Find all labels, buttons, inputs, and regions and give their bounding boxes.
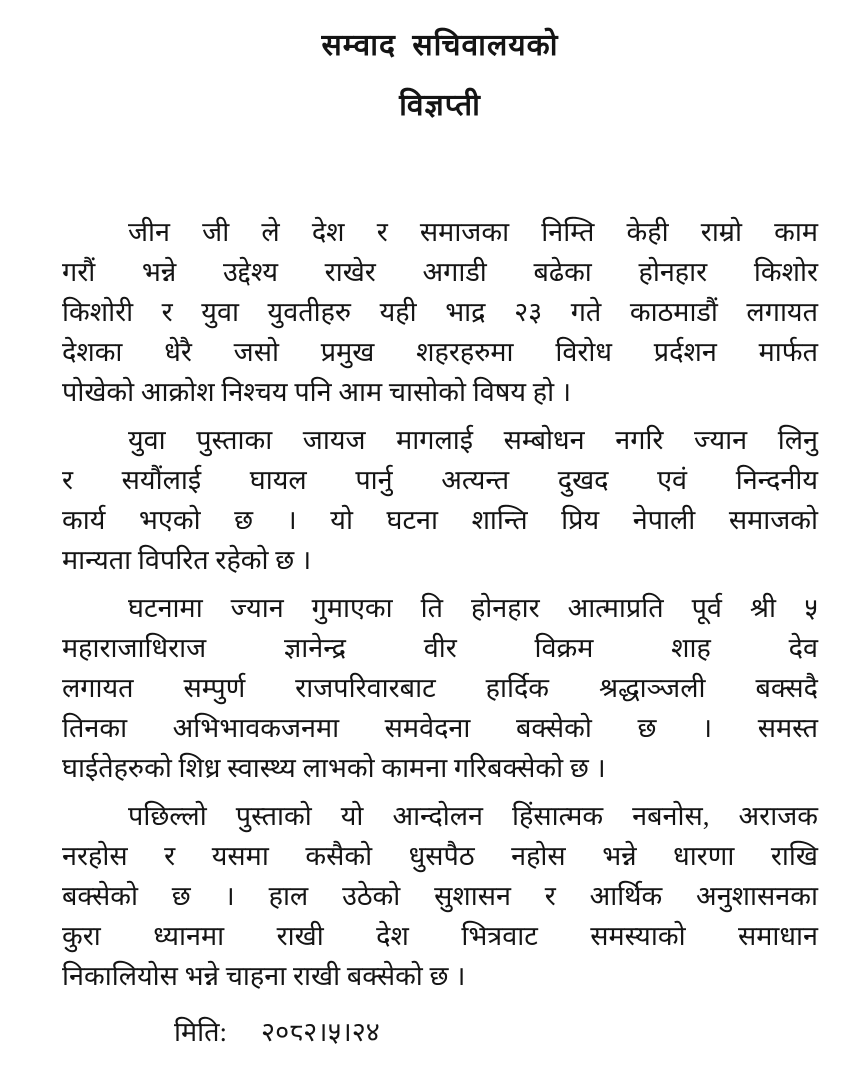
paragraph-3 [62, 588, 818, 788]
text-line: निकालियोस भन्ने चाहना राखी बक्सेको छ । [62, 961, 466, 991]
text-line: र सयौंलाई घायल पार्नु अत्यन्त दुखद एवं निन्दनीय [62, 465, 818, 495]
text-line: कार्य भएको छ । यो घटना शान्ति प्रिय नेपाली समाजको [62, 505, 818, 535]
text-line: कुरा ध्यानमा राखी देश भित्रवाट समस्याको समाधान [62, 921, 818, 951]
text-line: किशोरी र युवा युवतीहरु यही भाद्र २३ गते काठमाडौं लगायत [62, 297, 818, 327]
document-subtitle: विज्ञप्ती [399, 89, 481, 122]
paragraph-2 [62, 420, 818, 580]
text-line: घाईतेहरुको शिध्र स्वास्थ्य लाभको कामना गरिबक्सेको छ । [62, 753, 606, 783]
text-line: पोखेको आक्रोश निश्चय पनि आम चासोको विषय हो । [62, 377, 572, 407]
paragraph-1 [62, 212, 818, 412]
text-line: जीन जी ले देश र समाजका निम्ति केही राम्रो काम [128, 217, 818, 247]
document-header [62, 26, 818, 126]
date-value: २०८२।५।२४ [261, 1017, 380, 1047]
date-line [62, 1012, 818, 1052]
paragraph-4 [62, 796, 818, 996]
text-line: बक्सेको छ । हाल उठेको सुशासन र आर्थिक अनुशासनका [62, 881, 818, 911]
text-line: नरहोस र यसमा कसैको धुसपैठ नहोस भन्ने धारणा राखि [62, 841, 818, 871]
text-line: देशका धेरै जसो प्रमुख शहरहरुमा विरोध प्रर्दशन मार्फत [62, 337, 818, 367]
text-line: महाराजाधिराज ज्ञानेन्द्र वीर विक्रम शाह देव [62, 633, 818, 663]
document-body [62, 212, 818, 996]
text-line: मान्यता विपरित रहेको छ । [62, 545, 312, 575]
text-line: घटनामा ज्यान गुमाएका ति होनहार आत्माप्रति पूर्व श्री ५ [128, 593, 818, 623]
text-line: तिनका अभिभावकजनमा समवेदना बक्सेको छ । समस्त [62, 713, 818, 743]
text-line: युवा पुस्ताका जायज मागलाई सम्बोधन नगरि ज्यान लिनु [128, 425, 818, 455]
date-label: मिति: [174, 1017, 228, 1047]
text-line: पछिल्लो पुस्ताको यो आन्दोलन हिंसात्मक नबनोस, अराजक [128, 801, 818, 831]
document-title: सम्वाद सचिवालयको [321, 29, 559, 62]
text-line: लगायत सम्पुर्ण राजपरिवारबाट हार्दिक श्रद्धाञ्जली बक्सदै [62, 673, 818, 703]
text-line: गरौं भन्ने उद्देश्य राखेर अगाडी बढेका होनहार किशोर [62, 257, 818, 287]
